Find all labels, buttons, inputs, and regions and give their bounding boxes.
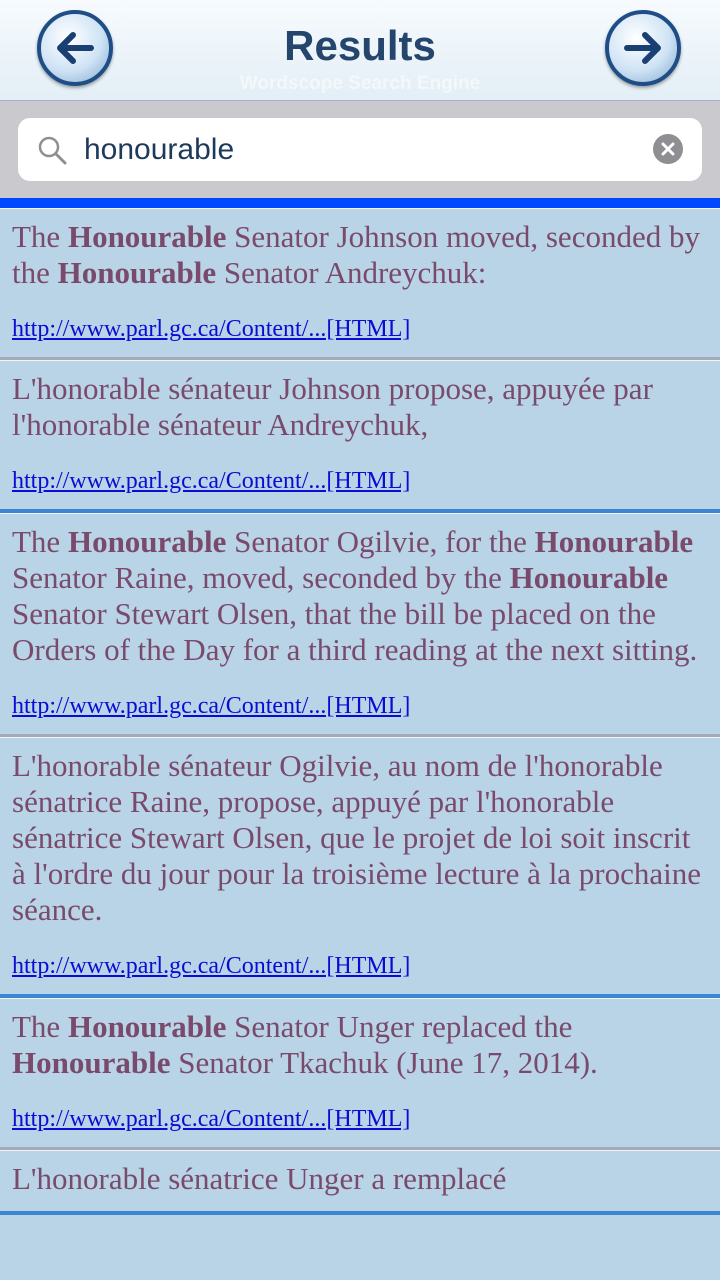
highlighted-term: Honourable: [509, 560, 669, 595]
result-text-segment: Senator Johnson moved, seconded by the: [12, 219, 700, 290]
result-text-segment: The: [12, 1009, 68, 1044]
result-text: [12, 524, 702, 668]
result-link[interactable]: http://www.parl.gc.ca/Content/...[HTML]: [12, 468, 411, 494]
highlighted-term: Honourable: [67, 524, 227, 559]
result-text: [12, 1161, 702, 1197]
result-text-segment: Senator Andreychuk:: [216, 255, 487, 290]
highlighted-term: Honourable: [534, 524, 694, 559]
result-link[interactable]: http://www.parl.gc.ca/Content/...[HTML]: [12, 953, 411, 979]
result-text-segment: The: [12, 524, 68, 559]
arrow-right-icon: [619, 24, 667, 72]
result-text-segment: Senator Tkachuk (June 17, 2014).: [170, 1045, 598, 1080]
result-item[interactable]: [0, 513, 720, 737]
result-text-segment: L'honorable sénatrice Unger a remplacé: [12, 1161, 507, 1196]
highlighted-term: Honourable: [67, 1009, 227, 1044]
result-text-segment: The: [12, 219, 68, 254]
highlighted-term: Honourable: [57, 255, 217, 290]
page-subtitle: Wordscope Search Engine: [239, 73, 481, 94]
search-input[interactable]: [18, 118, 702, 181]
page-title: Results: [284, 22, 436, 69]
result-item[interactable]: [0, 1150, 720, 1215]
clear-x-icon: [661, 142, 675, 156]
clear-icon[interactable]: [653, 134, 683, 164]
nav-bar: [0, 0, 720, 101]
search-input-value: honourable: [84, 133, 235, 166]
result-text-segment: L'honorable sénateur Johnson propose, appuyée par l'honorable sénateur Andreychuk,: [12, 371, 653, 442]
result-item[interactable]: [0, 208, 720, 360]
result-link[interactable]: http://www.parl.gc.ca/Content/...[HTML]: [12, 693, 411, 719]
result-text-segment: Senator Ogilvie, for the: [226, 524, 535, 559]
result-item[interactable]: [0, 737, 720, 998]
search-icon: [36, 134, 68, 166]
result-item[interactable]: [0, 360, 720, 513]
result-text: [12, 748, 702, 928]
result-text-segment: Senator Raine, moved, seconded by the: [12, 560, 510, 595]
results-top-rule: [0, 198, 720, 208]
result-text-segment: L'honorable sénateur Ogilvie, au nom de l'honorable sénatrice Raine, propose, appuyé par l'honorable sénatrice Stewart Olsen, que le projet de loi soit inscrit à l'ordre du jour pour la troisième lecture à la prochaine séance.: [12, 748, 702, 927]
result-text: [12, 219, 702, 291]
result-text: [12, 1009, 702, 1081]
results-list[interactable]: [0, 208, 720, 1280]
result-text-segment: Senator Unger replaced the: [226, 1009, 573, 1044]
result-text: [12, 371, 702, 443]
result-text-segment: Senator Stewart Olsen, that the bill be placed on the Orders of the Day for a third reading at the next sitting.: [12, 596, 698, 667]
result-item[interactable]: [0, 998, 720, 1150]
result-link[interactable]: http://www.parl.gc.ca/Content/...[HTML]: [12, 1106, 411, 1132]
highlighted-term: Honourable: [12, 1045, 171, 1080]
forward-button[interactable]: [605, 10, 681, 86]
result-link[interactable]: http://www.parl.gc.ca/Content/...[HTML]: [12, 316, 411, 342]
search-bar: [0, 101, 720, 198]
highlighted-term: Honourable: [67, 219, 227, 254]
